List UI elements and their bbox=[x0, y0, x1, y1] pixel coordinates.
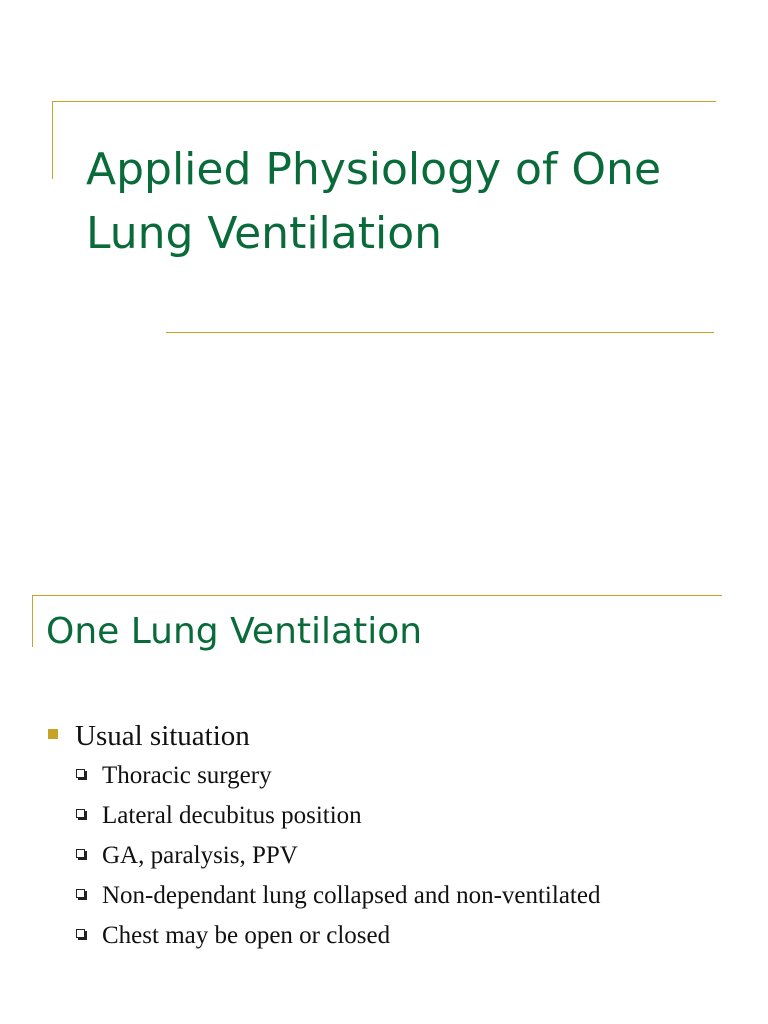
left-rule bbox=[52, 101, 53, 179]
top-rule bbox=[32, 595, 722, 596]
list-item bbox=[48, 716, 748, 956]
slide-content bbox=[0, 512, 768, 1024]
sub-bullet-list bbox=[48, 756, 748, 956]
bottom-rule bbox=[166, 332, 714, 333]
list-item bbox=[48, 876, 748, 916]
page-title: Applied Physiology of One Lung Ventilation bbox=[86, 144, 662, 259]
square-bullet-icon bbox=[48, 729, 58, 739]
hollow-square-bullet-icon bbox=[76, 889, 85, 898]
top-rule bbox=[52, 101, 716, 102]
bullet-level-1 bbox=[48, 716, 748, 756]
list-item bbox=[48, 836, 748, 876]
bullet-list bbox=[48, 716, 748, 956]
sub-bullet-text: Chest may be open or closed bbox=[102, 922, 391, 949]
hollow-square-bullet-icon bbox=[76, 929, 85, 938]
sub-bullet-text: GA, paralysis, PPV bbox=[102, 842, 298, 869]
bullet-text: Usual situation bbox=[75, 720, 250, 752]
sub-bullet-text: Non-dependant lung collapsed and non-ventilated bbox=[102, 882, 601, 909]
list-item bbox=[48, 796, 748, 836]
sub-bullet-text: Thoracic surgery bbox=[102, 762, 272, 789]
hollow-square-bullet-icon bbox=[76, 769, 85, 778]
hollow-square-bullet-icon bbox=[76, 809, 85, 818]
left-rule bbox=[32, 595, 33, 647]
slide-heading: One Lung Ventilation bbox=[46, 611, 423, 652]
list-item bbox=[48, 916, 748, 956]
hollow-square-bullet-icon bbox=[76, 849, 85, 858]
sub-bullet-text: Lateral decubitus position bbox=[102, 802, 362, 829]
list-item bbox=[48, 756, 748, 796]
